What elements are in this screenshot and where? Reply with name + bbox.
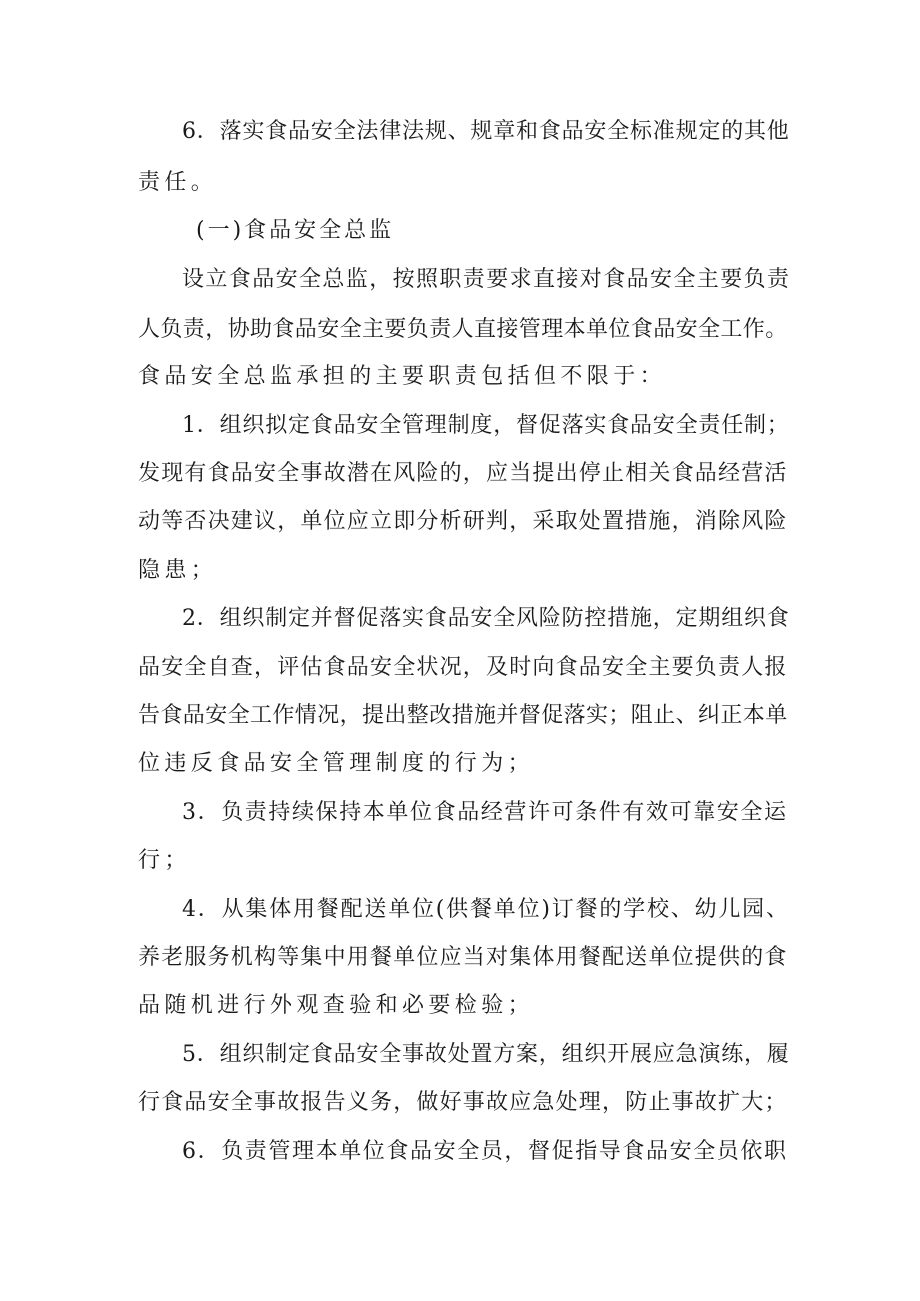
paragraph-line: 行； xyxy=(138,848,191,873)
section-heading: (一)食品安全总监 xyxy=(196,218,395,243)
paragraph-line: 动等否决建议，单位应立即分析研判，采取处置措施，消除风险 xyxy=(138,509,788,534)
paragraph-line: 责任。 xyxy=(138,170,218,195)
paragraph-line: 3．负责持续保持本单位食品经营许可条件有效可靠安全运 xyxy=(182,800,788,825)
paragraph-line: 告食品安全工作情况，提出整改措施并督促落实；阻止、纠正本单 xyxy=(138,703,788,728)
paragraph-line: 1．组织拟定食品安全管理制度，督促落实食品安全责任制； xyxy=(182,413,790,438)
paragraph-line: 4．从集体用餐配送单位(供餐单位)订餐的学校、幼儿园、 xyxy=(182,897,790,922)
paragraph-line: 养老服务机构等集中用餐单位应当对集体用餐配送单位提供的食 xyxy=(138,945,788,970)
paragraph-line: 6．落实食品安全法律法规、规章和食品安全标准规定的其他 xyxy=(182,119,790,144)
paragraph-line: 5．组织制定食品安全事故处置方案，组织开展应急演练，履 xyxy=(182,1042,790,1067)
paragraph-line: 2．组织制定并督促落实食品安全风险防控措施，定期组织食 xyxy=(182,606,790,631)
paragraph-line: 食品安全总监承担的主要职责包括但不限于： xyxy=(138,364,667,389)
paragraph-line: 品安全自查，评估食品安全状况，及时向食品安全主要负责人报 xyxy=(138,655,788,680)
paragraph-line: 发现有食品安全事故潜在风险的，应当提出停止相关食品经营活 xyxy=(138,461,788,486)
paragraph-line: 6．负责管理本单位食品安全员，督促指导食品安全员依职 xyxy=(182,1139,788,1164)
paragraph-line: 设立食品安全总监，按照职责要求直接对食品安全主要负责 xyxy=(182,267,791,292)
paragraph-line: 行食品安全事故报告义务，做好事故应急处理，防止事故扩大； xyxy=(138,1090,788,1115)
paragraph-line: 品随机进行外观查验和必要检验； xyxy=(138,993,535,1018)
paragraph-line: 人负责，协助食品安全主要负责人直接管理本单位食品安全工作。 xyxy=(138,317,788,342)
paragraph-line: 隐患； xyxy=(138,558,218,583)
paragraph-line: 位违反食品安全管理制度的行为； xyxy=(138,751,535,776)
